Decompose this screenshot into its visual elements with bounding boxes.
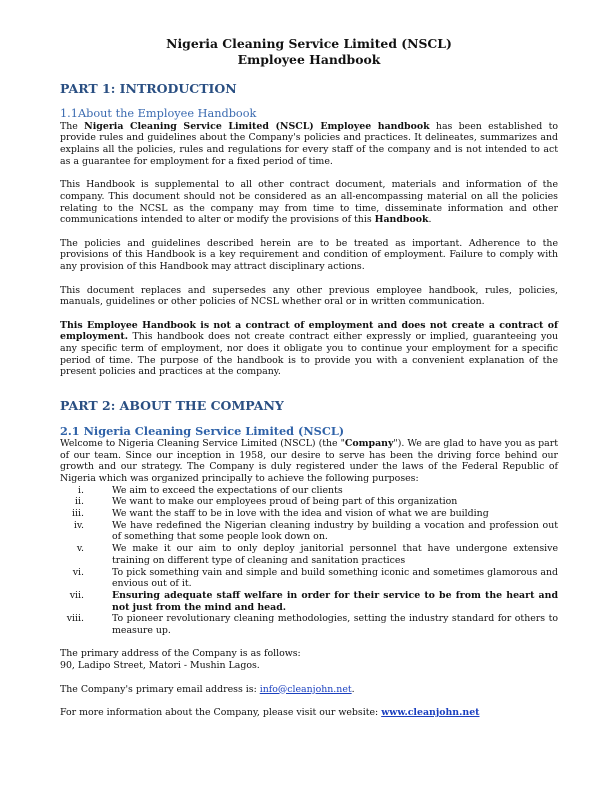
website-link[interactable]: www.cleanjohn.net [381,706,480,718]
list-item: iii. We want the staff to be in love with the idea and vision of what we are building [72,508,489,520]
part2-heading: PART 2: ABOUT THE COMPANY [60,398,284,414]
title-line-1: Nigeria Cleaning Service Limited (NSCL) [166,36,452,51]
list-item: viii. To pioneer revolutionary cleaning methodologies, setting the industry standard for others to measure up. [66,613,558,637]
part1-paragraph-4: This document replaces and supersedes any other previous employee handbook, rules, policies, manuals, guidelines or other policies of NCSL whether oral or in written communication. [60,284,558,308]
email-link[interactable]: info@cleanjohn.net [259,683,352,695]
email-line: The Company's primary email address is: info@cleanjohn.net. [60,683,355,695]
list-item: v. We make it our aim to only deploy janitorial personnel that have undergone extensive training on different type of cleaning and sanitation practices [76,543,558,566]
part2-intro-paragraph: Welcome to Nigeria Cleaning Service Limited (NSCL) (the "Company"). We are glad to have you as part of our team. Since our inception in 1958, our desire to serve has been the driving force behind our growth and our strategy. The Company is duly registered under the laws of the Federal Republic of Nigeria which was organized principally to achieve the following purposes: [60,437,558,484]
part1-heading: PART 1: INTRODUCTION [60,81,237,96]
part1-paragraph-3: The policies and guidelines described herein are to be treated as important. Adherence to the provisions of this Handbook is a key requirement and condition of employment. Failure to comply with any provision of this Handbook may attract disciplinary actions. [60,237,558,273]
part1-paragraph-2: This Handbook is supplemental to all other contract document, materials and information of the company. This document should not be considered as an all-encompassing material on all the policies relating to the NCSL as the company may from time to time, disseminate information and other communications intended to alter or modify the provisions of this Handbook. [60,179,558,226]
section-1-1-title: 1.1About the Employee Handbook [60,106,257,120]
website-line: For more information about the Company, please visit our website: www.cleanjohn.net [60,706,480,718]
list-item: vii. Ensuring adequate staff welfare in order for their service to be from the heart and not just from the mind and head. [69,589,558,613]
company-address: 90, Ladipo Street, Matori - Mushin Lagos. [60,660,260,672]
purposes-list [60,485,558,637]
document-title [60,36,558,67]
handbook-page [60,36,558,719]
part1-paragraph-1: The Nigeria Cleaning Service Limited (NSCL) Employee handbook has been established to provide rules and guidelines about the Company's policies and practices. It delineates, summarizes and explains all the policies, rules and regulations for every staff of the company and is not intended to act as a guarantee for employment for a fixed period of time. [60,120,558,167]
list-item: i. We aim to exceed the expectations of our clients [78,484,343,496]
title-line-2: Employee Handbook [237,51,381,67]
list-item: ii. We want to make our employees proud of being part of this organization [75,496,458,508]
section-2-1-title: 2.1 Nigeria Cleaning Service Limited (NSCL) [60,423,345,438]
address-label: The primary address of the Company is as follows: [60,648,301,660]
part1-paragraph-5: This Employee Handbook is not a contract of employment and does not create a contract of employment. This handbook does not create contract either expressly or implied, guaranteeing you any specific term of employment, nor does it obligate you to continue your employment for a specific period of time. The purpose of the handbook is to provide you with a convenient explanation of the present policies and practices at the company. [60,319,558,378]
list-item: iv. We have redefined the Nigerian cleaning industry by building a vocation and profession out of something that some people look down on. [73,519,558,543]
list-item: vi. To pick something vain and simple and build something iconic and sometimes glamorous and envious out of it. [72,566,558,590]
